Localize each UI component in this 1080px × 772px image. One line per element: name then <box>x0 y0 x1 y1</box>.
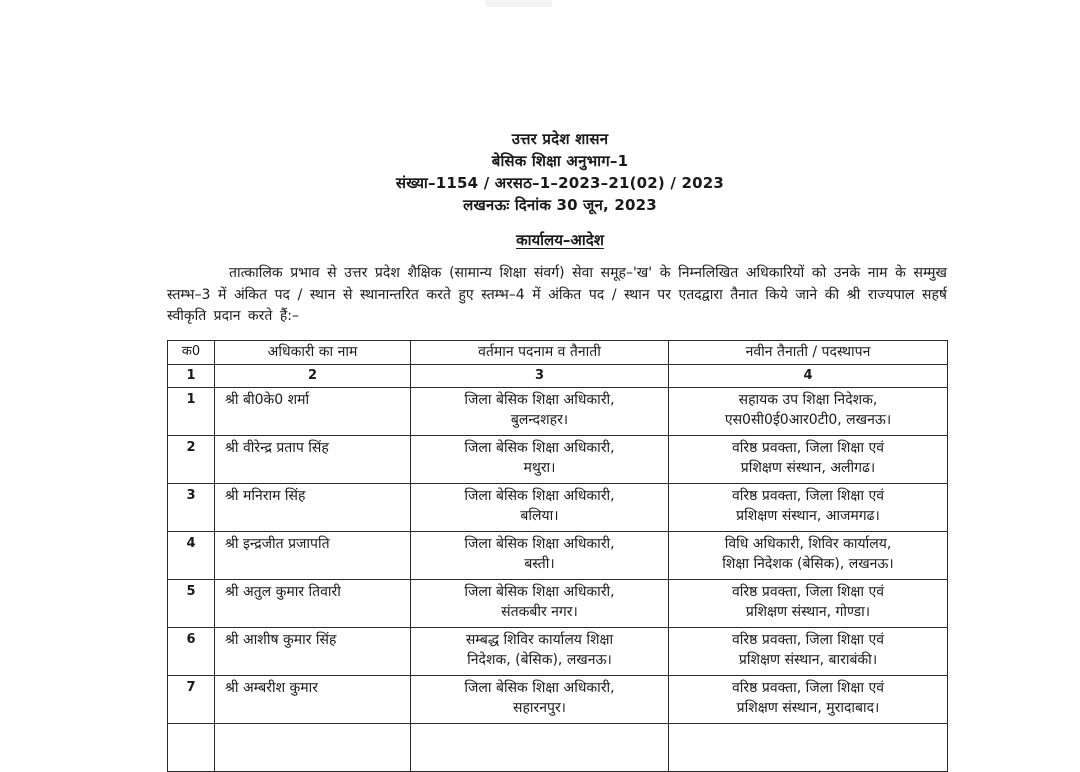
new-post-line1: वरिष्ठ प्रवक्ता, जिला शिक्षा एवं <box>732 680 884 696</box>
table-row <box>168 676 948 724</box>
new-post-line2: प्रशिक्षण संस्थान, अलीगढ। <box>740 460 876 476</box>
new-post <box>669 676 948 724</box>
table-header-row <box>168 341 948 365</box>
serial-number: 4 <box>168 532 215 580</box>
new-post-line1: वरिष्ठ प्रवक्ता, जिला शिक्षा एवं <box>732 488 884 504</box>
column-number: 1 <box>168 365 215 388</box>
serial-number: 5 <box>168 580 215 628</box>
current-post <box>411 724 669 772</box>
current-post-line1: जिला बेसिक शिक्षा अधिकारी, <box>464 392 615 408</box>
officer-name: श्री मनिराम सिंह <box>215 484 411 532</box>
current-post-line1: जिला बेसिक शिक्षा अधिकारी, <box>464 536 615 552</box>
current-post-line1: जिला बेसिक शिक्षा अधिकारी, <box>464 488 615 504</box>
table-row <box>168 532 948 580</box>
current-post-line1: जिला बेसिक शिक्षा अधिकारी, <box>464 584 615 600</box>
current-post <box>411 580 669 628</box>
column-number: 4 <box>669 365 948 388</box>
officer-name: श्री अतुल कुमार तिवारी <box>215 580 411 628</box>
table-row-partial <box>168 724 948 772</box>
header-officer-name: अधिकारी का नाम <box>215 341 411 365</box>
new-post-line1: वरिष्ठ प्रवक्ता, जिला शिक्षा एवं <box>732 440 884 456</box>
current-post-line2: सहारनपुर। <box>512 700 566 716</box>
new-post <box>669 388 948 436</box>
current-post <box>411 532 669 580</box>
table-row <box>168 580 948 628</box>
serial-number: 1 <box>168 388 215 436</box>
new-post <box>669 628 948 676</box>
table-row <box>168 628 948 676</box>
scan-artifact <box>486 0 552 7</box>
header-current-post: वर्तमान पदनाम व तैनाती <box>411 341 669 365</box>
serial-number: 6 <box>168 628 215 676</box>
order-title-text: कार्यालय–आदेश <box>516 231 604 249</box>
current-post-line1: सम्बद्ध शिविर कार्यालय शिक्षा <box>465 632 614 648</box>
new-post-line2: शिक्षा निदेशक (बेसिक), लखनऊ। <box>722 556 894 572</box>
current-post-line1: जिला बेसिक शिक्षा अधिकारी, <box>464 440 615 456</box>
new-post-line1: विधि अधिकारी, शिविर कार्यालय, <box>724 536 892 552</box>
current-post-line2: बलिया। <box>520 508 559 524</box>
government-name: उत्तर प्रदेश शासन <box>511 130 609 148</box>
serial-number: 7 <box>168 676 215 724</box>
new-post <box>669 580 948 628</box>
new-post-line2: प्रशिक्षण संस्थान, गोण्डा। <box>745 604 871 620</box>
new-post <box>669 436 948 484</box>
new-post-line1: वरिष्ठ प्रवक्ता, जिला शिक्षा एवं <box>732 584 884 600</box>
new-post-line2: प्रशिक्षण संस्थान, आजमगढ। <box>736 508 880 524</box>
header-serial: क0 <box>168 341 215 365</box>
table-row <box>168 484 948 532</box>
serial-number: 3 <box>168 484 215 532</box>
officer-name: श्री वीरेन्द्र प्रताप सिंह <box>215 436 411 484</box>
intro-paragraph-block <box>167 263 947 328</box>
place-date: लखनऊः दिनांक 30 जून, 2023 <box>463 196 657 214</box>
document-header <box>0 128 1080 216</box>
officer-name: श्री आशीष कुमार सिंह <box>215 628 411 676</box>
header-new-post: नवीन तैनाती / पदस्थापन <box>669 341 948 365</box>
current-post <box>411 628 669 676</box>
officer-name <box>215 724 411 772</box>
column-number: 3 <box>411 365 669 388</box>
transfer-table <box>167 340 948 772</box>
current-post <box>411 436 669 484</box>
officer-name: श्री इन्द्रजीत प्रजापति <box>215 532 411 580</box>
officer-name: श्री अम्बरीश कुमार <box>215 676 411 724</box>
current-post-line2: संतकबीर नगर। <box>501 604 578 620</box>
new-post-line2: एस0सी0ई0आर0टी0, लखनऊ। <box>724 412 892 428</box>
serial-number <box>168 724 215 772</box>
column-number-row <box>168 365 948 388</box>
officer-name: श्री बी0के0 शर्मा <box>215 388 411 436</box>
current-post-line2: मथुरा। <box>523 460 556 476</box>
current-post-line1: जिला बेसिक शिक्षा अधिकारी, <box>464 680 615 696</box>
reference-number: संख्या–1154 / अरसठ–1–2023–21(02) / 2023 <box>395 174 725 192</box>
new-post <box>669 724 948 772</box>
intro-paragraph: तात्कालिक प्रभाव से उत्तर प्रदेश शैक्षिक (सामान्य शिक्षा संवर्ग) सेवा समूह–'ख' के निम्नलिखित अधिकारियों को उनके नाम के सम्मुख स्तम्भ–3 में अंकित पद / स्थान से स्थानान्तरित करते हुए स्तम्भ–4 में अंकित पद / स्थान पर एतदद्वारा तैनात किये जाने की श्री राज्यपाल सहर्ष स्वीकृति प्रदान करते हैं:– <box>167 265 947 324</box>
current-post <box>411 388 669 436</box>
column-number: 2 <box>215 365 411 388</box>
order-title <box>20 230 1080 250</box>
new-post <box>669 484 948 532</box>
section-name: बेसिक शिक्षा अनुभाग–1 <box>491 152 629 170</box>
current-post-line2: बस्ती। <box>524 556 555 572</box>
new-post-line1: सहायक उप शिक्षा निदेशक, <box>738 392 878 408</box>
serial-number: 2 <box>168 436 215 484</box>
new-post <box>669 532 948 580</box>
current-post-line2: बुलन्दशहर। <box>510 412 569 428</box>
new-post-line2: प्रशिक्षण संस्थान, बाराबंकी। <box>738 652 878 668</box>
current-post <box>411 676 669 724</box>
current-post <box>411 484 669 532</box>
new-post-line2: प्रशिक्षण संस्थान, मुरादाबाद। <box>736 700 880 716</box>
current-post-line2: निदेशक, (बेसिक), लखनऊ। <box>467 652 612 668</box>
table-row <box>168 388 948 436</box>
table-row <box>168 436 948 484</box>
new-post-line1: वरिष्ठ प्रवक्ता, जिला शिक्षा एवं <box>732 632 884 648</box>
